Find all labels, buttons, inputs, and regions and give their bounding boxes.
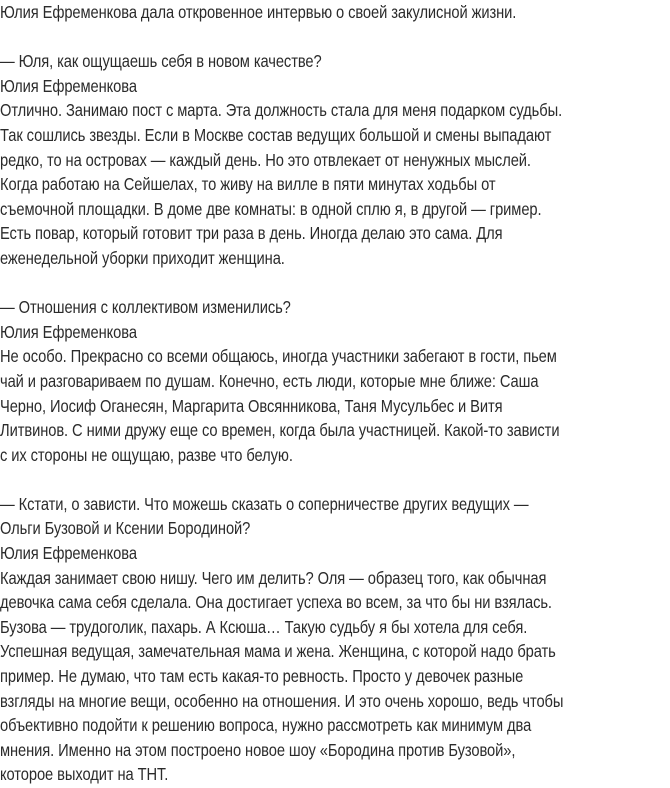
answer-line: взгляды на многие вещи, особенно на отношения. И это очень хорошо, ведь чтобы xyxy=(0,690,564,711)
question-line: Ольги Бузовой и Ксении Бородиной? xyxy=(0,518,251,539)
question-line: — Отношения с коллективом изменились? xyxy=(0,297,291,318)
answer-line: Успешная ведущая, замечательная мама и жена. Женщина, с которой надо брать xyxy=(0,641,556,662)
answer-line: Бузова — трудоголик, пахарь. А Ксюша… Такую судьбу я бы хотела для себя. xyxy=(0,616,528,637)
qa-block xyxy=(0,295,670,467)
answer-line: пример. Не думаю, что там есть какая-то ревность. Просто у девочек разные xyxy=(0,666,524,687)
answer-line: Есть повар, который готовит три раза в день. Иногда делаю это сама. Для xyxy=(0,223,503,244)
answer-line: Черно, Иосиф Оганесян, Маргарита Овсянникова, Таня Мусульбес и Витя xyxy=(0,395,503,416)
answer-line: Отлично. Занимаю пост с марта. Эта должность стала для меня подарком судьбы. xyxy=(0,100,563,121)
answer-line: редко, то на островах — каждый день. Но это отвлекает от ненужных мыслей. xyxy=(0,149,531,170)
answer-line: Не особо. Прекрасно со всеми общаюсь, иногда участники забегают в гости, пьем xyxy=(0,346,557,367)
question-line: — Юля, как ощущаешь себя в новом качестве? xyxy=(0,51,322,72)
answer-line: Литвинов. С ними дружу еще со времен, когда была участницей. Какой-то зависти xyxy=(0,420,560,441)
article-intro: Юлия Ефременкова дала откровенное интервью о своей закулисной жизни. xyxy=(0,2,517,22)
answer-line: девочка сама себя сделала. Она достигает успеха во всем, за что бы ни взялась. xyxy=(0,592,552,613)
answer-line: которое выходит на ТНТ. xyxy=(0,764,169,785)
answer-line: объективно подойти к решению вопроса, нужно рассмотреть как минимум два xyxy=(0,715,532,736)
paragraph-spacer xyxy=(0,25,670,50)
answer-line: еженедельной уборки приходит женщина. xyxy=(0,247,285,268)
answer-line: с их стороны не ощущаю, разве что белую. xyxy=(0,444,293,465)
speaker-name: Юлия Ефременкова xyxy=(0,543,137,564)
answer-line: Когда работаю на Сейшелах, то живу на вилле в пяти минутах ходьбы от xyxy=(0,174,496,195)
paragraph-spacer xyxy=(0,467,670,492)
speaker-name: Юлия Ефременкова xyxy=(0,321,137,342)
answer-line: Так сошлись звезды. Если в Москве состав ведущих большой и смены выпадают xyxy=(0,124,552,145)
answer-line: съемочной площадки. В доме две комнаты: в одной сплю я, в другой — гример. xyxy=(0,198,542,219)
answer-line: мнения. Именно на этом построено новое шоу «Бородина против Бузовой», xyxy=(0,739,516,760)
question-line: — Кстати, о зависти. Что можешь сказать о соперничестве других ведущих — xyxy=(0,493,529,514)
qa-block xyxy=(0,492,670,787)
speaker-name: Юлия Ефременкова xyxy=(0,75,137,96)
answer-line: Каждая занимает свою нишу. Чего им делить? Оля — образец того, как обычная xyxy=(0,567,547,588)
qa-block xyxy=(0,49,670,270)
answer-line: чай и разговариваем по душам. Конечно, есть люди, которые мне ближе: Саша xyxy=(0,370,539,391)
paragraph-spacer xyxy=(0,271,670,296)
